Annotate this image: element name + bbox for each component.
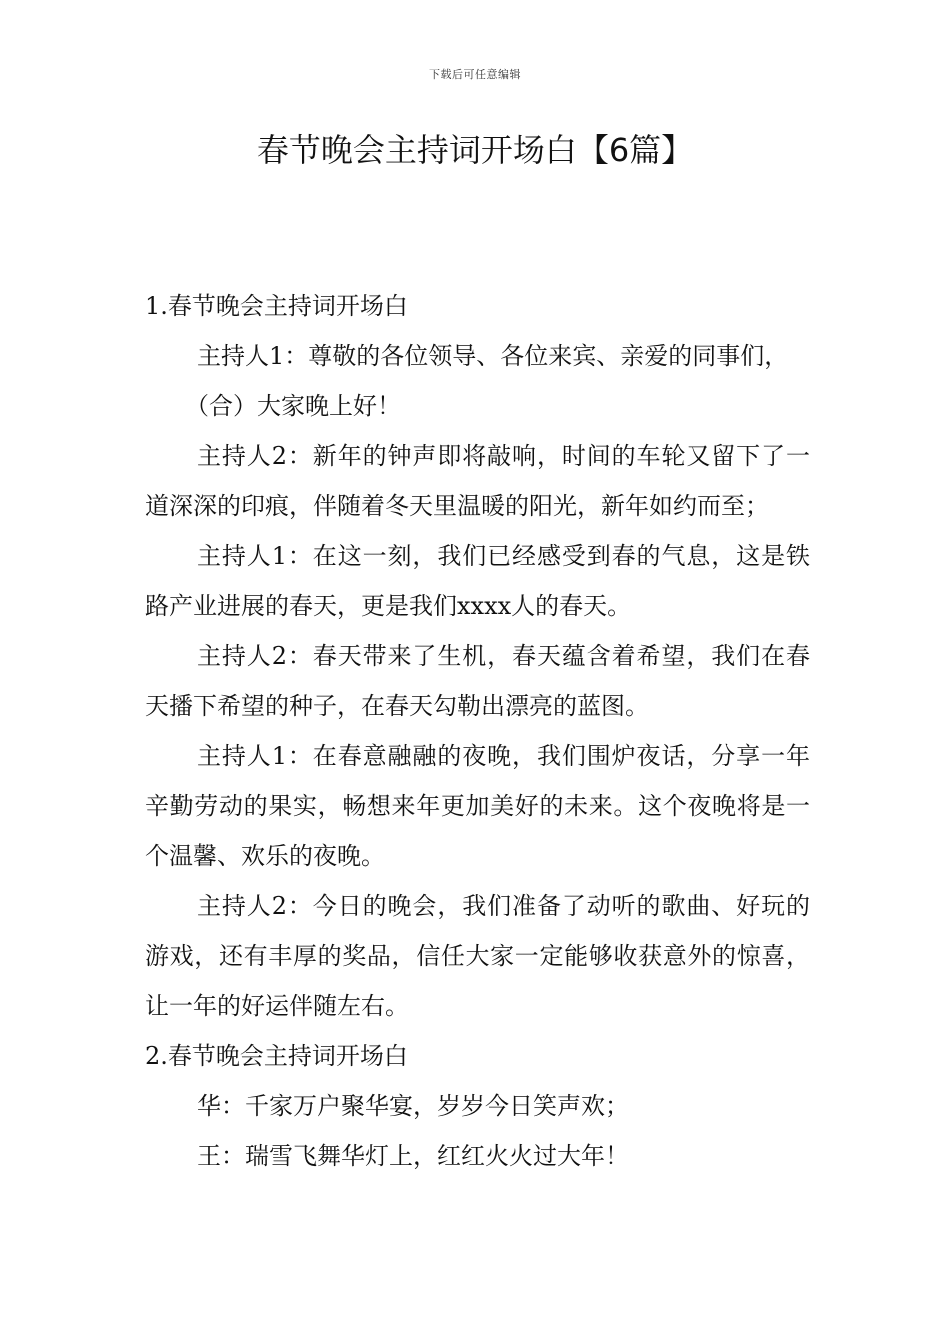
paragraph: 主持人1：尊敬的各位领导、各位来宾、亲爱的同事们， bbox=[197, 342, 789, 370]
paragraph: 主持人2：今日的晚会，我们准备了动听的歌曲、好玩的游戏，还有丰厚的奖品，信任大家一定能够收获意外的惊喜，让一年的好运伴随左右。 bbox=[145, 892, 810, 1020]
paragraph: 主持人2：春天带来了生机，春天蕴含着希望，我们在春天播下希望的种子，在春天勾勒出漂亮的蓝图。 bbox=[145, 642, 810, 720]
document-title: 春节晚会主持词开场白【6篇】 bbox=[256, 131, 694, 169]
section-heading: 2.春节晚会主持词开场白 bbox=[145, 1042, 408, 1070]
paragraph: 主持人1：在春意融融的夜晚，我们围炉夜话，分享一年辛勤劳动的果实，畅想来年更加美好的未来。这个夜晚将是一个温馨、欢乐的夜晚。 bbox=[145, 742, 810, 870]
paragraph: 主持人2：新年的钟声即将敲响，时间的车轮又留下了一道深深的印痕，伴随着冬天里温暖的阳光，新年如约而至； bbox=[145, 442, 810, 520]
header-note: 下载后可任意编辑 bbox=[429, 68, 521, 81]
paragraph: 华：千家万户聚华宴，岁岁今日笑声欢； bbox=[197, 1092, 629, 1120]
paragraph: （合）大家晚上好！ bbox=[185, 392, 401, 420]
document-body bbox=[145, 281, 810, 1181]
section-heading: 1.春节晚会主持词开场白 bbox=[145, 292, 408, 320]
paragraph: 王：瑞雪飞舞华灯上，红红火火过大年！ bbox=[197, 1142, 629, 1170]
paragraph: 主持人1：在这一刻，我们已经感受到春的气息，这是铁路产业进展的春天，更是我们xxxx人的春天。 bbox=[145, 542, 810, 620]
